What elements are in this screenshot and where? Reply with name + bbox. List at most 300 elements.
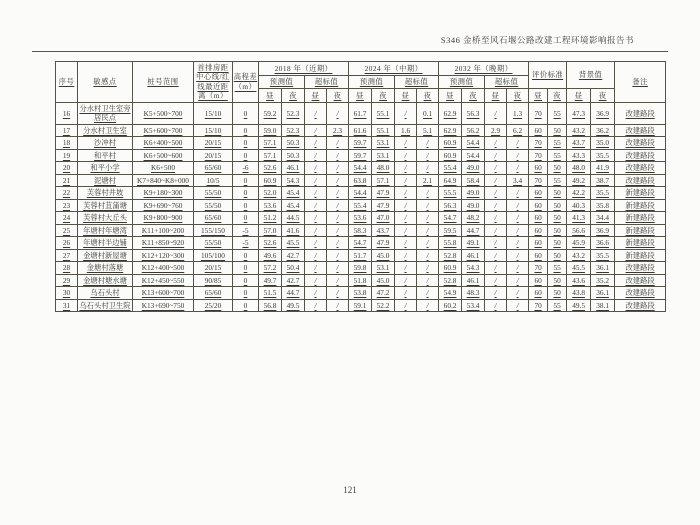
cell-value: / (507, 224, 529, 236)
cell-elevation: 0 (233, 249, 259, 261)
header-background: 背景值 (567, 62, 615, 89)
cell-remark: 改建路段 (615, 299, 666, 311)
header-period-2018: 2018 年（近期） (259, 62, 349, 76)
cell-value: 50 (548, 162, 567, 174)
cell-value: 51.5 (259, 287, 282, 299)
cell-value: 50 (548, 124, 567, 136)
cell-value: / (485, 137, 507, 149)
cell-value: 42.2 (567, 187, 591, 199)
cell-elevation: 0 (233, 187, 259, 199)
cell-sensitive-point: 乌石头村卫生院 (79, 300, 131, 310)
header-day: 昼 (259, 89, 282, 103)
table-row (56, 299, 666, 311)
cell-value: 70 (529, 102, 548, 124)
cell-elevation: 0 (233, 137, 259, 149)
cell-value: 53.1 (372, 262, 395, 274)
cell-value: 54.4 (462, 149, 485, 161)
cell-value: / (417, 199, 439, 211)
table-row (56, 224, 666, 236)
cell-elevation: 0 (233, 212, 259, 224)
cell-elevation: 0 (233, 262, 259, 274)
cell-distance: 10/5 (194, 174, 233, 186)
header-day: 昼 (439, 89, 462, 103)
cell-value: 38.7 (591, 174, 615, 186)
cell-value: 60 (529, 274, 548, 286)
cell-value: 54.9 (439, 287, 462, 299)
cell-distance: 65/60 (194, 212, 233, 224)
cell-value: 46.1 (282, 162, 305, 174)
cell-value: / (395, 299, 417, 311)
cell-stake-range: K13+600~700 (133, 287, 194, 299)
cell-value: 49.6 (259, 249, 282, 261)
header-night: 夜 (548, 89, 567, 103)
cell-remark: 改建路段 (615, 174, 666, 186)
cell-no: 18 (56, 137, 78, 149)
header-night: 夜 (417, 89, 439, 103)
header-predicted: 预测值 (259, 75, 305, 89)
cell-value: 49.7 (259, 274, 282, 286)
cell-elevation: 0 (233, 174, 259, 186)
cell-value: 55.4 (349, 199, 372, 211)
cell-no: 22 (56, 187, 78, 199)
cell-distance: 90/85 (194, 274, 233, 286)
cell-stake-range: K11+100~200 (133, 224, 194, 236)
cell-value: 49.0 (462, 199, 485, 211)
cell-sensitive-point: 乌石头村 (78, 287, 133, 299)
cell-value: 62.9 (439, 124, 462, 136)
cell-sensitive-point: 泥塘村 (78, 174, 133, 186)
cell-no: 21 (56, 174, 78, 186)
cell-value: / (485, 224, 507, 236)
cell-value: / (395, 137, 417, 149)
header-sensitive-point: 敏感点 (78, 62, 133, 103)
cell-value: 46.1 (462, 249, 485, 261)
table-row (56, 287, 666, 299)
header-night: 夜 (462, 89, 485, 103)
cell-value: / (327, 249, 349, 261)
cell-stake-range: K6+400~500 (133, 137, 194, 149)
cell-value: 48.0 (372, 162, 395, 174)
cell-value: / (395, 224, 417, 236)
cell-value: / (417, 262, 439, 274)
cell-value: / (395, 149, 417, 161)
cell-distance: 155/150 (194, 224, 233, 236)
cell-value: / (485, 299, 507, 311)
cell-value: 60 (529, 249, 548, 261)
header-night: 夜 (507, 89, 529, 103)
cell-value: 40.3 (567, 199, 591, 211)
cell-value: / (327, 199, 349, 211)
header-day: 昼 (485, 89, 507, 103)
cell-value: / (417, 149, 439, 161)
cell-remark: 新建路段 (615, 199, 666, 211)
cell-value: 45.5 (567, 262, 591, 274)
header-elevation: 高程差（m） (233, 62, 259, 103)
cell-value: 59.2 (259, 102, 282, 124)
cell-elevation: -6 (233, 162, 259, 174)
cell-value: / (305, 174, 327, 186)
cell-no: 24 (56, 212, 78, 224)
cell-value: 0.1 (417, 102, 439, 124)
table-header (56, 62, 666, 103)
cell-value: / (485, 249, 507, 261)
cell-value: 56.3 (439, 199, 462, 211)
cell-value: 62.9 (439, 102, 462, 124)
cell-value: 50 (548, 224, 567, 236)
cell-value: 57.1 (372, 174, 395, 186)
cell-elevation: 0 (233, 287, 259, 299)
cell-value: 47.0 (372, 212, 395, 224)
cell-value: 50 (548, 212, 567, 224)
cell-value: 35.0 (591, 137, 615, 149)
header-period-2024: 2024 年（中期） (349, 62, 439, 76)
cell-value: / (417, 237, 439, 249)
cell-value: / (305, 149, 327, 161)
cell-value: 55.5 (439, 187, 462, 199)
cell-value: / (395, 102, 417, 124)
cell-remark: 改建路段 (615, 274, 666, 286)
table-row (56, 137, 666, 149)
cell-value: 43.6 (567, 274, 591, 286)
cell-elevation: 0 (233, 149, 259, 161)
cell-value: 47.2 (372, 287, 395, 299)
cell-value: 45.4 (282, 199, 305, 211)
cell-remark: 改建路段 (615, 162, 666, 174)
header-day: 昼 (305, 89, 327, 103)
cell-value: 36.6 (591, 237, 615, 249)
cell-elevation: 0 (233, 199, 259, 211)
cell-distance: 25/20 (194, 299, 233, 311)
cell-distance: 55/50 (194, 187, 233, 199)
cell-sensitive-point: 芙蓉村苴蒲塘 (78, 199, 133, 211)
cell-value: / (395, 287, 417, 299)
cell-no: 23 (56, 199, 78, 211)
header-day: 昼 (567, 89, 591, 103)
cell-value: 48.3 (462, 287, 485, 299)
cell-no: 19 (56, 149, 78, 161)
page-number: 121 (343, 485, 357, 495)
cell-distance: 15/10 (194, 102, 233, 124)
cell-no: 27 (56, 249, 78, 261)
cell-value: 46.1 (462, 274, 485, 286)
cell-value: 60.9 (439, 149, 462, 161)
cell-value: 60 (529, 124, 548, 136)
table-row (56, 237, 666, 249)
cell-value: 57.2 (259, 262, 282, 274)
header-night: 夜 (372, 89, 395, 103)
header-distance: 首排房距中心线/红线最近距离（m） (194, 62, 233, 103)
cell-value: 55.1 (372, 102, 395, 124)
cell-remark: 新建路段 (615, 212, 666, 224)
cell-value: 52.3 (282, 124, 305, 136)
table-row (56, 262, 666, 274)
header-standard: 评价标准 (529, 62, 567, 89)
cell-value: 55.4 (439, 162, 462, 174)
cell-value: / (507, 262, 529, 274)
cell-value: / (305, 262, 327, 274)
cell-value: 36.1 (591, 262, 615, 274)
cell-value: / (417, 212, 439, 224)
cell-value: 54.3 (462, 262, 485, 274)
table-row (56, 199, 666, 211)
cell-value: / (485, 287, 507, 299)
cell-value: / (327, 174, 349, 186)
cell-elevation: 0 (233, 274, 259, 286)
header-day: 昼 (395, 89, 417, 103)
cell-no: 20 (56, 162, 78, 174)
cell-value: 56.8 (259, 299, 282, 311)
cell-value: / (507, 199, 529, 211)
cell-value: 60.9 (259, 174, 282, 186)
cell-value: 47.9 (372, 237, 395, 249)
cell-value: 55 (548, 299, 567, 311)
cell-value: 54.7 (349, 237, 372, 249)
header-exceed: 超标值 (485, 75, 529, 89)
header-night: 夜 (282, 89, 305, 103)
cell-stake-range: K13+690~750 (133, 299, 194, 311)
cell-value: / (327, 162, 349, 174)
cell-value: 53.1 (372, 137, 395, 149)
cell-value: / (305, 124, 327, 136)
header-period-2032: 2032 年（晚期） (439, 62, 529, 76)
cell-value: / (305, 287, 327, 299)
cell-no: 26 (56, 237, 78, 249)
cell-value: 42.7 (282, 249, 305, 261)
cell-value: 38.1 (591, 299, 615, 311)
cell-stake-range: K7+840~K8+000 (133, 174, 194, 186)
cell-value: 41.3 (567, 212, 591, 224)
cell-value: 47.9 (372, 199, 395, 211)
cell-value: 2.9 (485, 124, 507, 136)
cell-value: 54.7 (439, 212, 462, 224)
cell-value: 43.2 (567, 249, 591, 261)
cell-remark: 改建路段 (615, 102, 666, 124)
cell-value: 60 (529, 199, 548, 211)
cell-value: / (305, 137, 327, 149)
cell-stake-range: K6+500~600 (133, 149, 194, 161)
cell-no: 17 (56, 124, 78, 136)
cell-no: 30 (56, 287, 78, 299)
header-night: 夜 (591, 89, 615, 103)
cell-value: 59.0 (259, 124, 282, 136)
document-header (32, 30, 668, 52)
cell-value: / (395, 162, 417, 174)
cell-stake-range: K11+850~920 (133, 237, 194, 249)
cell-value: 43.2 (567, 124, 591, 136)
cell-value: 60 (529, 237, 548, 249)
cell-value: 59.1 (349, 299, 372, 311)
cell-value: 59.8 (349, 262, 372, 274)
cell-value: 59.7 (349, 137, 372, 149)
cell-value: 44.5 (282, 212, 305, 224)
cell-elevation: -5 (233, 237, 259, 249)
cell-value: 50 (548, 249, 567, 261)
cell-value: 43.7 (372, 224, 395, 236)
cell-value: 50.3 (282, 137, 305, 149)
cell-value: 3.4 (507, 174, 529, 186)
cell-value: 36.9 (591, 102, 615, 124)
table-row (56, 249, 666, 261)
header-stake-range: 桩号范围 (133, 62, 194, 103)
cell-value: 64.9 (439, 174, 462, 186)
cell-sensitive-point: 和平小学 (78, 162, 133, 174)
cell-value: 60.2 (439, 299, 462, 311)
cell-value: 58.4 (462, 174, 485, 186)
cell-value: / (327, 212, 349, 224)
cell-value: 60.9 (439, 262, 462, 274)
table-row (56, 274, 666, 286)
cell-remark: 新建路段 (615, 224, 666, 236)
cell-value: 57.1 (259, 137, 282, 149)
header-no: 序号 (56, 62, 78, 103)
cell-value: / (395, 274, 417, 286)
cell-value: / (485, 262, 507, 274)
table-row (56, 124, 666, 136)
cell-value: 52.6 (259, 162, 282, 174)
cell-sensitive-point: 金塘村塘水塘 (78, 274, 133, 286)
cell-value: / (417, 187, 439, 199)
cell-value: 54.4 (349, 187, 372, 199)
cell-distance: 55/50 (194, 237, 233, 249)
cell-value: 53.6 (349, 212, 372, 224)
cell-value: 61.7 (349, 102, 372, 124)
cell-value: / (417, 299, 439, 311)
cell-distance: 105/100 (194, 249, 233, 261)
cell-value: 58.3 (349, 224, 372, 236)
cell-value: 47.3 (567, 102, 591, 124)
cell-value: 49.5 (567, 299, 591, 311)
cell-sensitive-point: 分水村卫生室旁居民点 (79, 103, 131, 123)
cell-remark: 新建路段 (615, 249, 666, 261)
cell-value: 50 (548, 199, 567, 211)
cell-value: / (485, 187, 507, 199)
cell-value: 35.2 (591, 274, 615, 286)
cell-value: 36.9 (591, 224, 615, 236)
cell-value: / (305, 274, 327, 286)
cell-value: 56.6 (567, 224, 591, 236)
cell-value: 1.6 (395, 124, 417, 136)
cell-value: / (395, 174, 417, 186)
cell-value: 50.4 (282, 262, 305, 274)
cell-value: / (395, 262, 417, 274)
cell-value: 63.8 (349, 174, 372, 186)
cell-value: / (417, 287, 439, 299)
cell-value: 6.2 (507, 124, 529, 136)
cell-value: / (327, 287, 349, 299)
cell-value: / (327, 224, 349, 236)
header-exceed: 超标值 (305, 75, 349, 89)
cell-value: 55 (548, 149, 567, 161)
cell-value: 36.1 (591, 287, 615, 299)
cell-value: / (417, 274, 439, 286)
cell-value: 51.7 (349, 249, 372, 261)
cell-value: / (305, 299, 327, 311)
cell-distance: 55/50 (194, 199, 233, 211)
cell-sensitive-point: 芙蓉村井坡 (78, 187, 133, 199)
cell-remark: 改建路段 (615, 262, 666, 274)
cell-no: 29 (56, 274, 78, 286)
cell-value: / (305, 249, 327, 261)
cell-sensitive-point: 芙蓉村大丘头 (78, 212, 133, 224)
cell-stake-range: K12+400~500 (133, 262, 194, 274)
cell-stake-range: K12+120~300 (133, 249, 194, 261)
table-row (56, 162, 666, 174)
cell-value: 70 (529, 262, 548, 274)
cell-value: 50 (548, 237, 567, 249)
cell-value: / (507, 162, 529, 174)
cell-value: 52.8 (439, 274, 462, 286)
cell-value: 45.4 (282, 187, 305, 199)
cell-value: 50 (548, 274, 567, 286)
cell-sensitive-point: 金塘村新屋塘 (78, 249, 133, 261)
cell-distance: 20/15 (194, 137, 233, 149)
document-title: S346 金桥至风石堰公路改建工程环境影响报告书 (440, 35, 634, 45)
cell-stake-range: K12+450~550 (133, 274, 194, 286)
cell-value: 44.7 (462, 224, 485, 236)
cell-value: / (305, 224, 327, 236)
cell-remark: 改建路段 (615, 287, 666, 299)
cell-value: / (507, 149, 529, 161)
cell-value: 35.8 (591, 199, 615, 211)
cell-value: / (305, 162, 327, 174)
cell-value: / (417, 249, 439, 261)
cell-value: 55 (548, 174, 567, 186)
cell-value: 53.6 (259, 199, 282, 211)
cell-value: 60 (529, 212, 548, 224)
cell-value: / (327, 299, 349, 311)
cell-value: 52.0 (259, 187, 282, 199)
cell-value: 55 (548, 137, 567, 149)
cell-value: 1.3 (507, 102, 529, 124)
cell-value: 34.4 (591, 212, 615, 224)
cell-value: 52.6 (259, 237, 282, 249)
cell-value: / (417, 224, 439, 236)
table-body (56, 102, 666, 311)
cell-value: 51.2 (259, 212, 282, 224)
cell-stake-range: K5+500~700 (133, 102, 194, 124)
cell-value: 50 (548, 287, 567, 299)
cell-value: 70 (529, 149, 548, 161)
cell-value: / (395, 187, 417, 199)
cell-elevation: 0 (233, 124, 259, 136)
cell-value: 35.5 (591, 149, 615, 161)
cell-value: 57.1 (259, 149, 282, 161)
cell-distance: 20/15 (194, 262, 233, 274)
cell-remark: 改建路段 (615, 124, 666, 136)
cell-remark: 改建路段 (615, 149, 666, 161)
cell-value: / (507, 249, 529, 261)
cell-value: / (507, 212, 529, 224)
cell-value: 70 (529, 137, 548, 149)
cell-value: 45.0 (372, 249, 395, 261)
cell-elevation: 0 (233, 299, 259, 311)
cell-value: 50 (548, 187, 567, 199)
cell-value: 53.8 (349, 287, 372, 299)
cell-value: / (485, 237, 507, 249)
cell-value: 35.5 (591, 187, 615, 199)
cell-value: 41.9 (591, 162, 615, 174)
cell-value: / (327, 237, 349, 249)
cell-value: / (327, 274, 349, 286)
cell-value: / (485, 274, 507, 286)
cell-value: / (417, 137, 439, 149)
cell-value: / (485, 162, 507, 174)
cell-distance: 15/10 (194, 124, 233, 136)
cell-value: / (507, 287, 529, 299)
cell-value: 70 (529, 174, 548, 186)
table-row (56, 149, 666, 161)
cell-elevation: 0 (233, 102, 259, 124)
